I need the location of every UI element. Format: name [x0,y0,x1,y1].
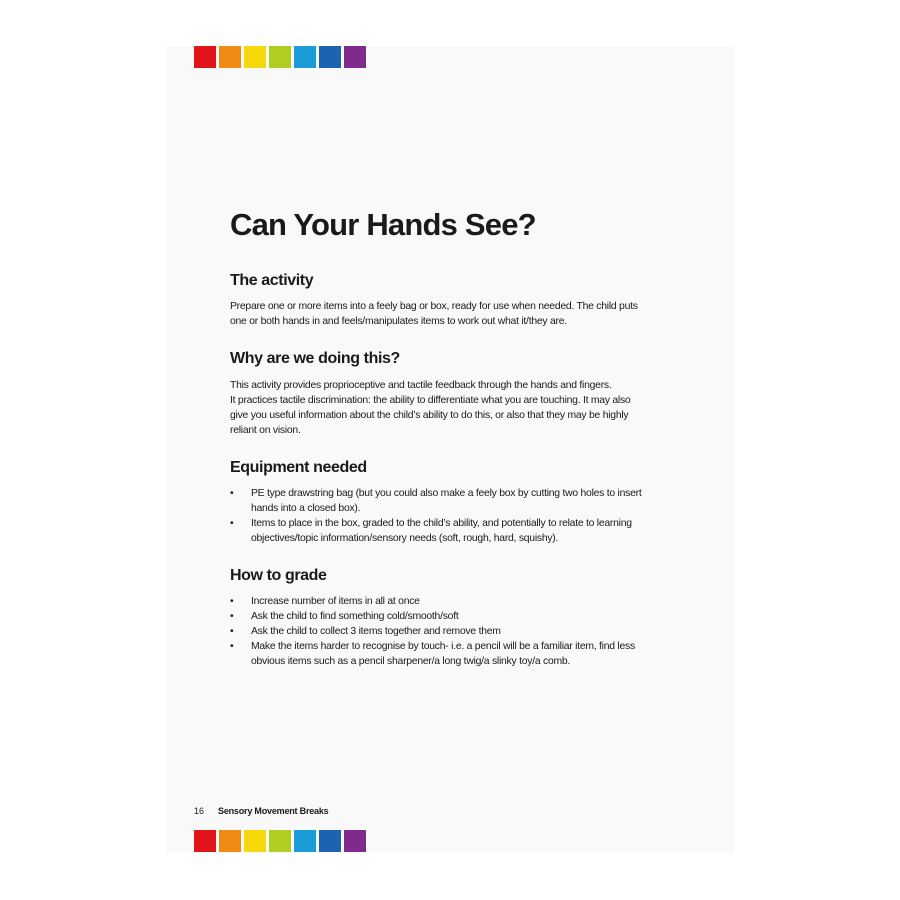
list-item-text: Ask the child to find something cold/smooth/soft [251,610,459,622]
page-content [230,206,670,689]
bottom-color-stripe [194,830,366,852]
color-swatch-orange [219,830,241,852]
why-line: give you useful information about the child’s ability to do this, or also that they may be highly [230,409,629,421]
color-swatch-purple [344,830,366,852]
list-item [230,624,670,639]
grade-list [230,594,670,669]
activity-line: one or both hands in and feels/manipulates items to work out what it/they are. [230,316,567,328]
color-swatch-orange [219,46,241,68]
color-swatch-yellow [244,830,266,852]
why-paragraph [230,378,670,438]
equipment-list [230,486,670,546]
book-title: Sensory Movement Breaks [218,806,329,816]
color-swatch-red [194,46,216,68]
color-swatch-blue [319,46,341,68]
top-color-stripe [194,46,366,68]
activity-paragraph [230,299,670,329]
list-item-text: Items to place in the box, graded to the child’s ability, and potentially to relate to learning objectives/topic information/sensory needs (soft, rough, hard, squishy). [251,517,632,544]
activity-line: Prepare one or more items into a feely bag or box, ready for use when needed. The child puts [230,301,638,313]
list-item [230,594,670,609]
page-title: Can Your Hands See? [230,207,536,242]
why-line: This activity provides proprioceptive and tactile feedback through the hands and fingers. [230,379,612,391]
heading-how-to-grade: How to grade [230,566,327,584]
why-line: It practices tactile discrimination: the ability to differentiate what you are touching. It may also [230,394,631,406]
list-item [230,516,670,546]
document-page [166,46,734,853]
list-item-text: Ask the child to collect 3 items together and remove them [251,625,501,637]
heading-why: Why are we doing this? [230,350,400,368]
color-swatch-cyan [294,830,316,852]
why-line: reliant on vision. [230,424,301,436]
heading-the-activity: The activity [230,272,314,290]
color-swatch-purple [344,46,366,68]
bullet-icon: • [230,640,234,652]
color-swatch-blue [319,830,341,852]
bullet-icon: • [230,595,234,607]
color-swatch-cyan [294,46,316,68]
bullet-icon: • [230,487,234,499]
bullet-icon: • [230,517,234,529]
list-item [230,639,670,669]
bullet-icon: • [230,610,234,622]
color-swatch-lime [269,46,291,68]
color-swatch-lime [269,830,291,852]
page-footer [194,806,328,816]
page-number: 16 [194,806,205,816]
list-item [230,486,670,516]
list-item-text: Increase number of items in all at once [251,595,420,607]
color-swatch-red [194,830,216,852]
heading-equipment-needed: Equipment needed [230,458,367,476]
color-swatch-yellow [244,46,266,68]
list-item [230,609,670,624]
bullet-icon: • [230,625,234,637]
list-item-text: Make the items harder to recognise by touch- i.e. a pencil will be a familiar item, find less obvious items such as a pencil sharpener/a long twig/a slinky toy/a comb. [251,640,635,667]
list-item-text: PE type drawstring bag (but you could also make a feely box by cutting two holes to insert hands into a closed box). [251,487,642,514]
